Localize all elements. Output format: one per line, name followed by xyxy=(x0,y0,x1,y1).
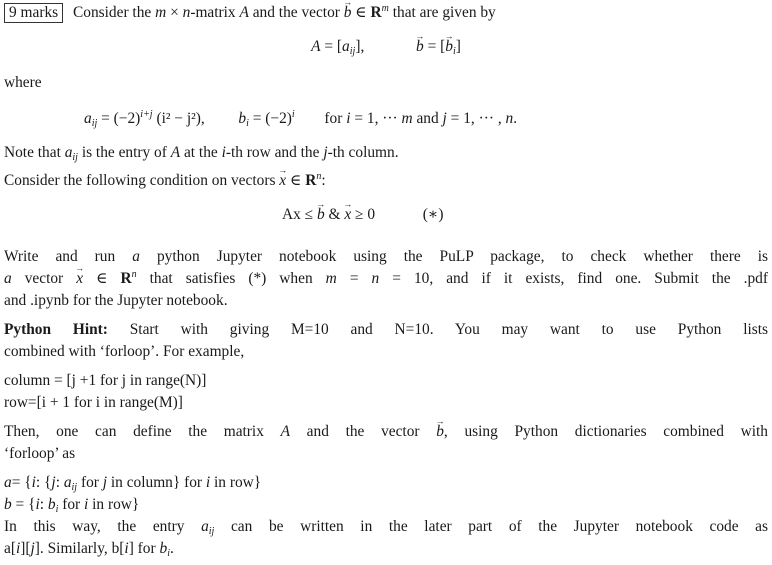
code-row: row=[i + 1 for i in range(M)] xyxy=(4,394,183,411)
hint-label: Python Hint: xyxy=(4,321,108,338)
task-line-1: Write and run a python Jupyter notebook using the PuLP package, to check whether there is xyxy=(4,248,768,265)
marks-badge: 9 marks xyxy=(4,3,63,23)
code-dict-b: b = {i: $b_i$ for i in row} xyxy=(4,496,140,515)
eq-range: for i = 1, ··· m and j = 1, ··· , n. xyxy=(324,110,518,127)
eq-matrix-a: $A = [a_{ij}]$, xyxy=(311,38,365,57)
eq-entry-b: $b_i = (-2)^i$ xyxy=(238,109,295,129)
equation-entries xyxy=(84,108,764,130)
eq-entry-a: $a_{ij} = (-2)^{i+j}$ (i² − j²), xyxy=(84,109,205,129)
then-line-2: ‘forloop’ as xyxy=(4,445,76,462)
hint-text-1: Start with giving M=10 and N=10. You may want to use Python lists xyxy=(129,321,768,338)
where-text: where xyxy=(4,74,42,91)
then-line-1: Then, one can define the matrix A and the vector b →, using Python dictionaries combined with xyxy=(4,421,768,443)
hint-line-1 xyxy=(4,319,768,341)
intro-text: Consider the m × n-matrix A and the vector b → ∈ $R^m$ that are given by xyxy=(73,4,496,21)
condition-label: (∗) xyxy=(422,206,444,223)
equation-definition xyxy=(4,36,768,58)
condition-text: Ax ≤ b → & x → ≥ 0 xyxy=(282,206,375,223)
task-line-2: a vector x → ∈ $R^n$ that satisfies (*) when m = n = 10, and if it exists, find one. Submit the .pdf xyxy=(4,268,768,290)
task-line-3: and .ipynb for the Jupyter notebook. xyxy=(4,292,228,309)
header-line xyxy=(4,2,768,24)
eq-vector-b: b → = $[b \to_i]$ xyxy=(416,38,461,55)
final-line-1: In this way, the entry $a_{ij}$ can be written in the later part of the Jupyter notebook code as xyxy=(4,518,768,537)
condition-equation xyxy=(282,204,582,226)
code-column: column = [j +1 for j in range(N)] xyxy=(4,372,207,389)
final-line-2: a[i][j]. Similarly, b[i] for $b_i$. xyxy=(4,540,174,559)
note-text: Note that $a_{ij}$ is the entry of A at the i-th row and the j-th column. xyxy=(4,144,399,163)
hint-line-2: combined with ‘forloop’. For example, xyxy=(4,343,245,360)
code-dict-a: a= {i: {j: $a_{ij}$ for j in column} for i in row} xyxy=(4,474,262,493)
consider-text: Consider the following condition on vectors x → ∈ $R^n$: xyxy=(4,170,768,192)
